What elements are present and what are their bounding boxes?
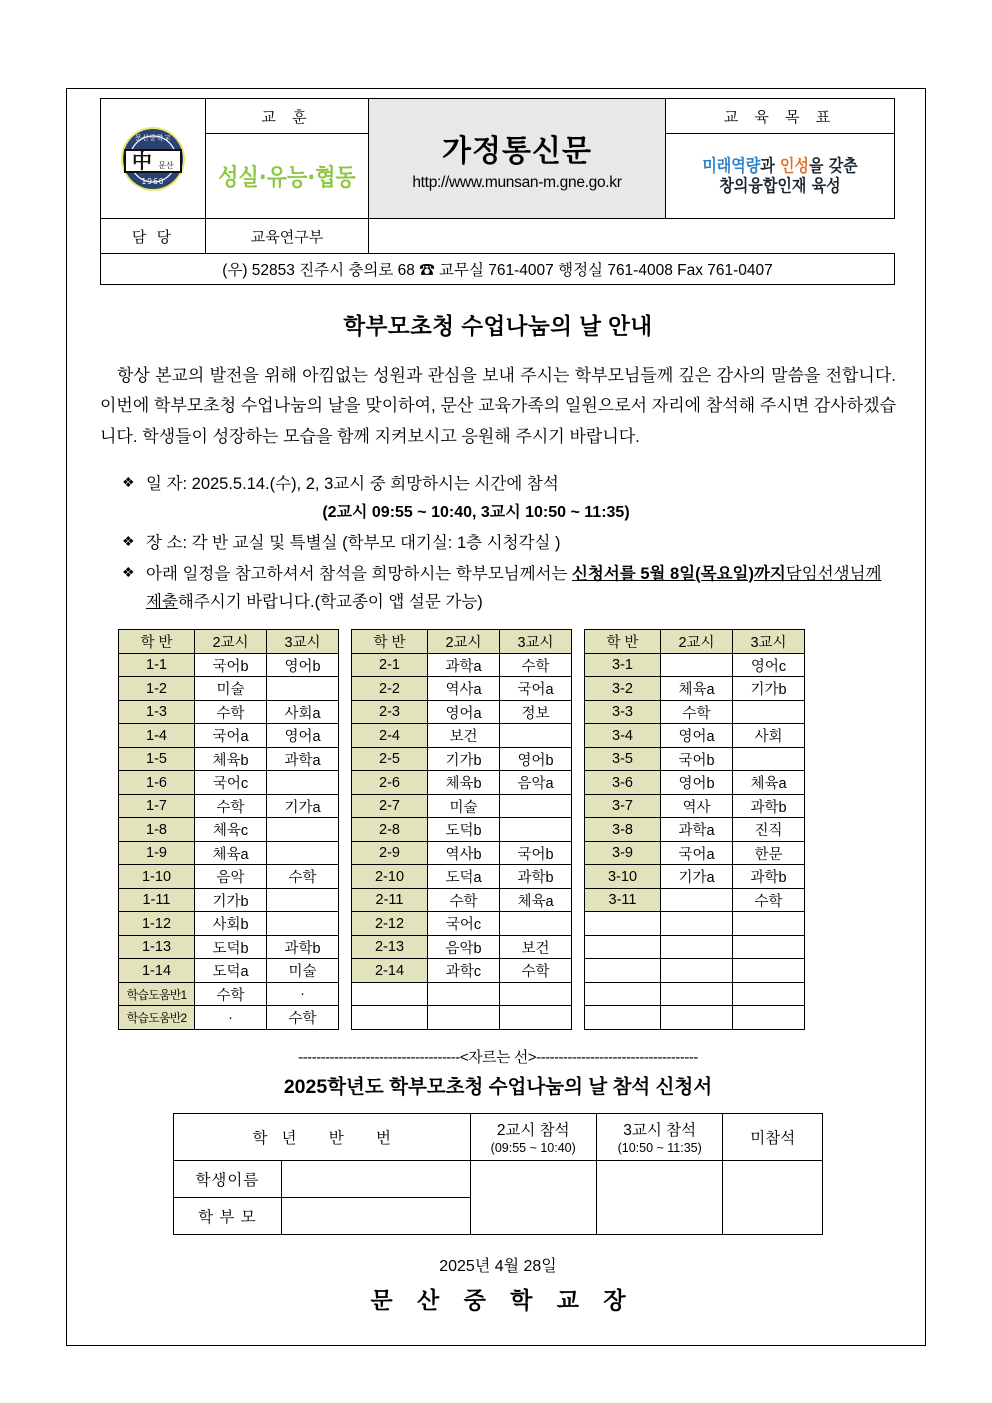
table-row: [585, 888, 805, 912]
cell-period2-subject: 음악b: [428, 935, 500, 959]
col-head-period2: 2교시: [428, 630, 500, 654]
table-row: [119, 959, 339, 983]
cell-class-name: 1-11: [119, 888, 195, 912]
goal-text-and: 과: [760, 155, 780, 177]
col-head-class: 학 반: [352, 630, 428, 654]
cell-period3-subject: 수학: [267, 865, 339, 889]
table-row: [585, 935, 805, 959]
cell-class-name: 2-3: [352, 700, 428, 724]
cell-period2-subject: 체육a: [661, 677, 733, 701]
table-row: [585, 771, 805, 795]
cell-period3-subject: [267, 888, 339, 912]
cell-period3-subject: 한문: [733, 841, 805, 865]
cell-period3-subject: 미술: [267, 959, 339, 983]
cell-class-name: 학습도움반2: [119, 1006, 195, 1030]
cell-class-name: 2-13: [352, 935, 428, 959]
table-row: [585, 747, 805, 771]
cell-period3-subject: 수학: [733, 888, 805, 912]
table-row: [352, 724, 572, 748]
list-item-place: [122, 529, 896, 558]
cell-period3-subject: [733, 1006, 805, 1030]
notice-list: [100, 470, 896, 618]
cell-class-name: [585, 935, 661, 959]
cell-class-name: [352, 1006, 428, 1030]
form-head-period2-time: (09:55 ~ 10:40): [490, 1141, 576, 1156]
cell-class-name: 1-10: [119, 865, 195, 889]
form-head-period2: [470, 1113, 596, 1160]
cell-class-name: 2-4: [352, 724, 428, 748]
table-row: [119, 724, 339, 748]
cell-period2-subject: 도덕a: [428, 865, 500, 889]
schedule-body-grade3: [585, 653, 805, 1029]
cell-class-name: 2-2: [352, 677, 428, 701]
table-row: [119, 841, 339, 865]
cell-period2-subject: 수학: [661, 700, 733, 724]
col-head-class: 학 반: [119, 630, 195, 654]
cell-period2-subject: 수학: [195, 794, 267, 818]
cell-class-name: 1-4: [119, 724, 195, 748]
cell-period2-subject: ·: [195, 1006, 267, 1030]
col-head-period3: 3교시: [500, 630, 572, 654]
cell-period3-subject: 영어b: [267, 653, 339, 677]
table-row: [585, 724, 805, 748]
schedule-table-grade2: [351, 629, 572, 1030]
cell-class-name: 1-8: [119, 818, 195, 842]
table-row: [585, 912, 805, 936]
cell-period3-subject: ·: [267, 982, 339, 1006]
goal-text-future: 미래역량: [702, 155, 761, 177]
table-row: [352, 1006, 572, 1030]
date-value: 2025.5.14.(수), 2, 3교시 중 희망하시는 시간에 참석: [191, 474, 559, 493]
table-row: [585, 865, 805, 889]
application-form-table: [173, 1113, 823, 1235]
cell-period2-subject: 수학: [195, 700, 267, 724]
cell-period3-subject: [267, 771, 339, 795]
col-head-period2: 2교시: [661, 630, 733, 654]
cell-period2-subject: 국어a: [661, 841, 733, 865]
cell-period3-subject: [500, 912, 572, 936]
period-times: (2교시 09:55 ~ 10:40, 3교시 10:50 ~ 11:35): [322, 503, 630, 521]
cell-period2-subject: 사회b: [195, 912, 267, 936]
cell-period2-subject: 보건: [428, 724, 500, 748]
cell-period2-subject: 영어a: [428, 700, 500, 724]
table-row: [352, 794, 572, 818]
schedule-body-grade1: [119, 653, 339, 1029]
cell-period2-subject: 음악: [195, 865, 267, 889]
cell-period2-subject: [661, 935, 733, 959]
col-head-period3: 3교시: [267, 630, 339, 654]
table-row: [352, 912, 572, 936]
cell-period3-subject: 보건: [500, 935, 572, 959]
apply-deadline: 신청서를 5월 8일(목요일)까지: [571, 564, 786, 583]
table-row: [352, 935, 572, 959]
cell-period2-subject: 체육c: [195, 818, 267, 842]
cell-class-name: [585, 1006, 661, 1030]
table-row: [119, 653, 339, 677]
cell-period2-subject: 도덕a: [195, 959, 267, 983]
cell-period2-subject: 기가a: [661, 865, 733, 889]
col-head-class: 학 반: [585, 630, 661, 654]
cell-period2-subject: 역사a: [428, 677, 500, 701]
table-row: [119, 888, 339, 912]
cell-period3-subject: [267, 912, 339, 936]
cell-period3-subject: 영어b: [500, 747, 572, 771]
cell-period2-subject: 과학a: [661, 818, 733, 842]
table-row: [585, 794, 805, 818]
cell-class-name: 1-5: [119, 747, 195, 771]
cell-class-name: 2-11: [352, 888, 428, 912]
form-input-parent-name[interactable]: [281, 1197, 470, 1234]
form-head-period3-text: 3교시 참석: [623, 1122, 697, 1140]
cell-class-name: 2-8: [352, 818, 428, 842]
cell-class-name: 3-10: [585, 865, 661, 889]
cell-period2-subject: [428, 1006, 500, 1030]
cell-class-name: 1-9: [119, 841, 195, 865]
cell-period2-subject: [661, 912, 733, 936]
cell-class-name: 3-5: [585, 747, 661, 771]
office-phone: 교무실 761-4007: [439, 262, 554, 279]
cell-period3-subject: [733, 982, 805, 1006]
cell-class-name: [585, 959, 661, 983]
cut-line: [100, 1046, 896, 1067]
school-url[interactable]: http://www.munsan-m.gne.go.kr: [412, 173, 622, 191]
application-form-title: 2025학년도 학부모초청 수업나눔의 날 참석 신청서: [283, 1075, 713, 1098]
form-row-student: [174, 1160, 823, 1197]
cell-period2-subject: 수학: [195, 982, 267, 1006]
cell-period3-subject: 수학: [500, 959, 572, 983]
cell-period3-subject: [267, 841, 339, 865]
cell-class-name: 2-6: [352, 771, 428, 795]
cell-period3-subject: 체육a: [733, 771, 805, 795]
form-label-student-name: 학생이름: [174, 1160, 282, 1197]
table-row: [119, 912, 339, 936]
cell-period3-subject: [500, 724, 572, 748]
cell-period3-subject: 체육a: [500, 888, 572, 912]
form-head-grade-class-number: [174, 1113, 471, 1160]
schedule-body-grade2: [352, 653, 572, 1029]
table-row: [352, 888, 572, 912]
cell-class-name: 3-3: [585, 700, 661, 724]
cell-period3-subject: [267, 818, 339, 842]
cell-period2-subject: 체육a: [195, 841, 267, 865]
cell-period2-subject: 기가b: [428, 747, 500, 771]
cell-class-name: 2-1: [352, 653, 428, 677]
cell-period2-subject: 미술: [428, 794, 500, 818]
cell-period2-subject: 과학a: [428, 653, 500, 677]
cell-period2-subject: [661, 959, 733, 983]
table-row: [352, 700, 572, 724]
cell-period2-subject: [661, 653, 733, 677]
cell-class-name: 학습도움반1: [119, 982, 195, 1006]
intro-paragraph: 항상 본교의 발전을 위해 아낌없는 성원과 관심을 보내 주시는 학부모님들께 깊은 감사의 말씀을 전합니다. 이번에 학부모초청 수업나눔의 날을 맞이하여, 문산 교육가족의 일원으로서 자리에 참석해 주시면 감사하겠습니다. 학생들이 성장하는 모습을 함께 지켜보시고 응원해 주시기 바랍니다.: [100, 366, 896, 446]
table-row: [352, 771, 572, 795]
table-row: [352, 653, 572, 677]
form-head-period3: [596, 1113, 722, 1160]
cell-class-name: 2-10: [352, 865, 428, 889]
cell-period3-subject: [500, 1006, 572, 1030]
cut-line-label: <자르는 선>: [459, 1048, 537, 1066]
school-address: (우) 52853 진주시 충의로 68: [222, 262, 415, 279]
charge-value: 교육연구부: [206, 219, 369, 254]
cell-period3-subject: 정보: [500, 700, 572, 724]
svg-text:中: 中: [132, 148, 152, 173]
table-row: [352, 841, 572, 865]
bullet-diamond-icon: ❖: [122, 473, 135, 490]
schedule-table-grade1: [118, 629, 339, 1030]
list-item-application: [122, 560, 896, 618]
table-row: [585, 1006, 805, 1030]
school-emblem-icon: [117, 123, 189, 195]
form-check-period3[interactable]: [596, 1160, 722, 1234]
charge-label: 담 당: [101, 219, 206, 254]
table-row: [119, 677, 339, 701]
address-row: [101, 254, 895, 285]
table-row: [352, 747, 572, 771]
schedule-tables: [118, 629, 896, 1030]
newsletter-title-cell: [369, 99, 666, 219]
table-row: [585, 700, 805, 724]
cell-class-name: [585, 982, 661, 1006]
date-label: 일 자:: [146, 474, 188, 493]
signature-principal: 문 산 중 학 교 장: [370, 1286, 635, 1313]
cell-class-name: 3-8: [585, 818, 661, 842]
table-row: [119, 1006, 339, 1030]
cell-period2-subject: [661, 1006, 733, 1030]
table-row: [119, 747, 339, 771]
cut-dashes-left: ------------------------------------: [298, 1048, 460, 1066]
schedule-table-grade3: [584, 629, 805, 1030]
cell-period2-subject: 영어b: [661, 771, 733, 795]
motto-label: 교 훈: [206, 99, 369, 134]
table-row: [352, 982, 572, 1006]
cell-period2-subject: 국어c: [195, 771, 267, 795]
cell-period3-subject: 음악a: [500, 771, 572, 795]
cell-class-name: 1-7: [119, 794, 195, 818]
table-header-row: [119, 630, 339, 654]
cell-period2-subject: 역사: [661, 794, 733, 818]
table-row: [585, 959, 805, 983]
apply-text-pre: 아래 일정을 참고하셔서 참석을 희망하시는 학부모님께서는: [146, 564, 572, 583]
cell-period2-subject: 체육b: [428, 771, 500, 795]
cell-class-name: 3-7: [585, 794, 661, 818]
signature-date: 2025년 4월 28일: [439, 1257, 557, 1275]
cell-period3-subject: [500, 794, 572, 818]
cell-class-name: 3-6: [585, 771, 661, 795]
cell-period3-subject: 과학b: [733, 794, 805, 818]
cell-period3-subject: 기가a: [267, 794, 339, 818]
cell-period3-subject: 기가b: [733, 677, 805, 701]
cut-dashes-right: ------------------------------------: [536, 1048, 698, 1066]
cell-class-name: 1-3: [119, 700, 195, 724]
cell-period3-subject: [500, 818, 572, 842]
cell-period3-subject: [733, 935, 805, 959]
goal-text-character: 인성: [780, 155, 809, 177]
cell-class-name: 1-6: [119, 771, 195, 795]
motto-value-cell: [206, 134, 369, 219]
cell-class-name: 3-2: [585, 677, 661, 701]
table-row: [585, 653, 805, 677]
cell-period3-subject: 수학: [500, 653, 572, 677]
form-check-period2[interactable]: [470, 1160, 596, 1234]
table-row: [119, 794, 339, 818]
list-item-date: [122, 470, 896, 527]
cell-period3-subject: 영어c: [733, 653, 805, 677]
cell-period3-subject: [733, 912, 805, 936]
cell-period3-subject: 진직: [733, 818, 805, 842]
cell-period2-subject: 영어a: [661, 724, 733, 748]
cell-class-name: [352, 982, 428, 1006]
cell-period2-subject: 역사b: [428, 841, 500, 865]
cell-period2-subject: [428, 982, 500, 1006]
goal-line-2: 창의융합인재 육성: [719, 175, 841, 197]
svg-text:문산: 문산: [158, 160, 174, 170]
col-head-period2: 2교시: [195, 630, 267, 654]
motto-text: 성실·유능·협동: [218, 163, 356, 191]
cell-class-name: 2-9: [352, 841, 428, 865]
form-head-period2-text: 2교시 참석: [496, 1122, 570, 1140]
table-row: [352, 959, 572, 983]
cell-period2-subject: 기가b: [195, 888, 267, 912]
cell-period2-subject: 과학c: [428, 959, 500, 983]
cell-period2-subject: 미술: [195, 677, 267, 701]
table-row: [119, 700, 339, 724]
col-head-period3: 3교시: [733, 630, 805, 654]
table-row: [352, 677, 572, 701]
form-head-absent: 미참석: [723, 1113, 823, 1160]
cell-class-name: 2-5: [352, 747, 428, 771]
cell-class-name: 1-2: [119, 677, 195, 701]
cell-class-name: [585, 912, 661, 936]
cell-period2-subject: 수학: [428, 888, 500, 912]
page-title: 학부모초청 수업나눔의 날 안내: [343, 314, 653, 339]
table-row: [352, 818, 572, 842]
cell-period3-subject: 사회: [733, 724, 805, 748]
table-row: [119, 982, 339, 1006]
place-label: 장 소:: [146, 533, 188, 552]
cell-period2-subject: 국어b: [661, 747, 733, 771]
form-check-absent[interactable]: [723, 1160, 823, 1234]
phone-icon: ☎: [419, 262, 435, 279]
table-row: [119, 818, 339, 842]
table-header-row: [352, 630, 572, 654]
form-head-grade-text: 학년 반 번: [252, 1129, 405, 1147]
cell-period3-subject: 수학: [267, 1006, 339, 1030]
table-row: [585, 677, 805, 701]
cell-period2-subject: [661, 982, 733, 1006]
cell-class-name: 3-11: [585, 888, 661, 912]
table-row: [585, 982, 805, 1006]
place-value: 각 반 교실 및 특별실 (학부모 대기실: 1층 시청각실 ): [191, 533, 561, 552]
cell-period2-subject: 도덕b: [195, 935, 267, 959]
table-row: [119, 771, 339, 795]
cell-period3-subject: 과학b: [500, 865, 572, 889]
cell-class-name: 3-9: [585, 841, 661, 865]
admin-phone: 행정실 761-4008: [558, 262, 673, 279]
cell-period2-subject: 도덕b: [428, 818, 500, 842]
cell-period3-subject: 영어a: [267, 724, 339, 748]
cell-period3-subject: [733, 747, 805, 771]
apply-submit: 담임선생님께 제출: [146, 564, 882, 612]
cell-period3-subject: 국어b: [500, 841, 572, 865]
cell-class-name: 2-14: [352, 959, 428, 983]
cell-period2-subject: 국어a: [195, 724, 267, 748]
newsletter-title: 가정통신문: [442, 134, 592, 168]
cell-period3-subject: 사회a: [267, 700, 339, 724]
cell-period3-subject: [500, 982, 572, 1006]
goal-label: 교 육 목 표: [666, 99, 895, 134]
cell-period2-subject: 국어c: [428, 912, 500, 936]
cell-class-name: 3-4: [585, 724, 661, 748]
cell-class-name: 2-7: [352, 794, 428, 818]
cell-class-name: 3-1: [585, 653, 661, 677]
form-label-parent: 학 부 모: [174, 1197, 282, 1234]
svg-text:1960: 1960: [141, 176, 165, 186]
cell-period3-subject: 과학b: [267, 935, 339, 959]
svg-text:문산중학교: 문산중학교: [134, 133, 172, 142]
table-row: [352, 865, 572, 889]
form-head-period3-time: (10:50 ~ 11:35): [617, 1141, 702, 1156]
table-header-row: [585, 630, 805, 654]
table-row: [585, 818, 805, 842]
fax-number: Fax 761-0407: [677, 262, 773, 279]
cell-period3-subject: [733, 959, 805, 983]
goal-value-cell: [666, 134, 895, 219]
cell-class-name: 2-12: [352, 912, 428, 936]
apply-text-post: 해주시기 바랍니다.(학교종이 앱 설문 가능): [177, 593, 483, 612]
form-header-row: [174, 1113, 823, 1160]
goal-text-equipped: 을 갖춘: [808, 155, 858, 177]
cell-class-name: 1-1: [119, 653, 195, 677]
cell-period3-subject: [733, 700, 805, 724]
table-row: [119, 935, 339, 959]
cell-period3-subject: 과학b: [733, 865, 805, 889]
cell-period2-subject: 체육b: [195, 747, 267, 771]
cell-period2-subject: 국어b: [195, 653, 267, 677]
cell-period3-subject: 국어a: [500, 677, 572, 701]
table-row: [585, 841, 805, 865]
cell-period2-subject: [661, 888, 733, 912]
bullet-diamond-icon: ❖: [122, 563, 135, 580]
school-logo-cell: [101, 99, 206, 219]
cell-period3-subject: 과학a: [267, 747, 339, 771]
cell-class-name: 1-14: [119, 959, 195, 983]
cell-class-name: 1-13: [119, 935, 195, 959]
table-row: [119, 865, 339, 889]
letterhead-table: [100, 98, 895, 285]
cell-class-name: 1-12: [119, 912, 195, 936]
cell-period3-subject: [267, 677, 339, 701]
bullet-diamond-icon: ❖: [122, 532, 135, 549]
form-input-student-name[interactable]: [281, 1160, 470, 1197]
